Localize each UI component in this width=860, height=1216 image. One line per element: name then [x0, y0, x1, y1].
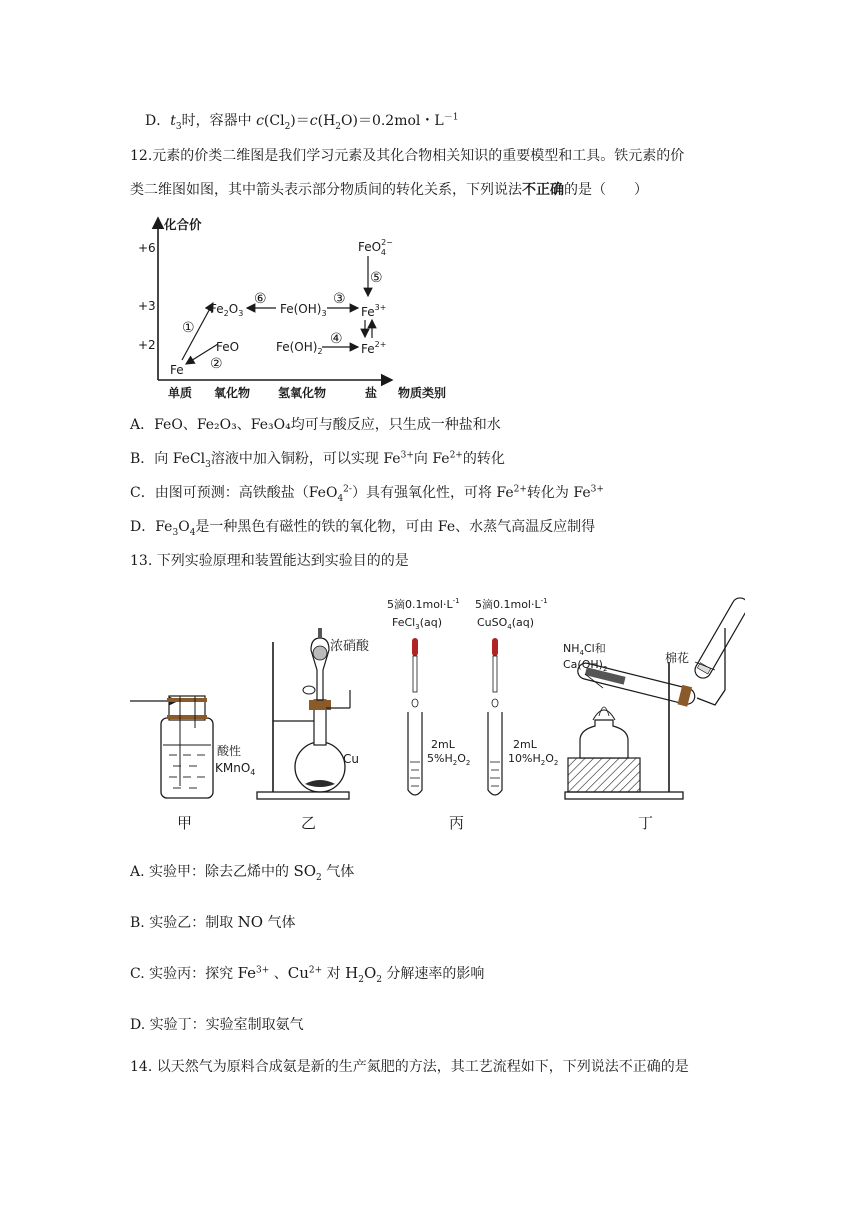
apparatus-yi	[257, 628, 370, 799]
q13-stem: 13. 下列实验原理和装置能达到实验目的的是	[130, 553, 409, 569]
bing-tube1-line1: 2mL	[431, 738, 455, 751]
jia-reagent-1: 酸性	[217, 744, 242, 758]
x-cat-salt: 盐	[365, 386, 378, 400]
circled-5: ⑤	[370, 270, 383, 286]
q12-option-c: C．由图可预测：高铁酸盐（FeO$_4^{2-}$）具有强氧化性，可将 $Fe^{2+}$转化为 $Fe^{3+}$	[130, 484, 604, 504]
species-feo4: FeO$^{2-}$ 4	[358, 238, 393, 257]
species-fe2: $Fe^{2+}$	[361, 340, 387, 356]
species-fe: Fe	[170, 363, 184, 377]
circled-1: ①	[182, 320, 195, 336]
q13-option-d: D. 实验丁：实验室制取氨气	[130, 1017, 304, 1033]
circled-3: ③	[333, 291, 346, 307]
bing-drop1-line1: 5滴$0.1mol\cdot L^{-1}$	[387, 597, 460, 611]
q12-stem-line2: 类二维图如图，其中箭头表示部分物质间的转化关系，下列说法不正确的是（ ）	[130, 182, 648, 198]
x-cat-element: 单质	[168, 386, 193, 400]
apparatus-jia	[130, 696, 255, 798]
iron-valence-class-diagram	[130, 210, 450, 400]
y-tick-3: +3	[138, 299, 156, 313]
q11-option-d: D．$t_3$时，容器中 $c(Cl_2)=c(H_2O)=0.2mol$・$L^{-1}$	[145, 112, 459, 132]
circled-2: ②	[210, 356, 223, 372]
caption-bing: 丙	[449, 814, 465, 832]
q12-stem-line1: 12.元素的价类二维图是我们学习元素及其化合物相关知识的重要模型和工具。铁元素的价	[130, 148, 685, 164]
apparatus-bing	[387, 597, 558, 795]
caption-ding: 丁	[638, 814, 654, 832]
q12-option-d: D．$Fe_3O_4$是一种黑色有磁性的铁的氧化物，可由 Fe、水蒸气高温反应制得	[130, 519, 596, 538]
species-feoh3: $Fe(OH)_3$	[280, 302, 327, 318]
ding-cotton: 棉花	[665, 651, 690, 665]
species-fe2o3: $Fe_2O_3$	[210, 302, 244, 318]
ding-reagent-line2: $Ca(OH)_2$	[563, 658, 608, 673]
apparatus-ding	[563, 595, 745, 799]
bing-drop2-line2: CuSO$_4$(aq)	[477, 616, 535, 631]
q12-option-a: A．FeO、Fe₂O₃、Fe₃O₄均可与酸反应，只生成一种盐和水	[130, 417, 501, 433]
yi-metal: Cu	[343, 752, 359, 766]
y-axis-label: 化合价	[164, 217, 202, 232]
experiment-apparatus	[125, 590, 745, 840]
q12-option-b: B．向 FeCl$_3$溶液中加入铜粉，可以实现 $Fe^{3+}$向 $Fe^{2+}$的转化	[130, 450, 505, 470]
q13-option-a: A. 实验甲：除去乙烯中的 $SO_2$ 气体	[130, 862, 355, 883]
q13-option-c: C. 实验丙：探究 $Fe^{3+}$ 、$Cu^{2+}$ 对 $H_2O_2$ 分解速率的影响	[130, 964, 485, 985]
q14-stem: 14. 以天然气为原料合成氨是新的生产氮肥的方法，其工艺流程如下，下列说法不正确的是	[130, 1059, 689, 1075]
ding-reagent-line1: $NH_4Cl$和	[563, 642, 606, 657]
circled-6: ⑥	[254, 291, 267, 307]
species-fe3: $Fe^{3+}$	[361, 303, 387, 319]
caption-jia: 甲	[177, 814, 193, 832]
y-tick-2: +2	[138, 338, 156, 352]
x-cat-oxide: 氧化物	[214, 386, 251, 400]
bing-drop2-line1: 5滴$0.1mol\cdot L^{-1}$	[475, 597, 548, 611]
x-cat-hydroxide: 氢氧化物	[278, 386, 327, 400]
bing-tube1-line2: $5\%H_2O_2$	[427, 752, 471, 767]
q13-option-b: B. 实验乙：制取 NO 气体	[130, 913, 296, 931]
jia-reagent-2: KMnO$_4$	[215, 761, 256, 777]
bing-tube2-line1: 2mL	[513, 738, 537, 751]
yi-acid: 浓硝酸	[330, 639, 370, 654]
species-feoh2: $Fe(OH)_2$	[276, 340, 323, 356]
bing-tube2-line2: $10\%H_2O_2$	[508, 752, 559, 767]
species-feo: FeO	[216, 340, 240, 354]
bing-drop1-line2: FeCl$_3$(aq)	[392, 616, 443, 631]
caption-yi: 乙	[301, 814, 317, 832]
y-tick-6: +6	[138, 241, 156, 255]
circled-4: ④	[330, 331, 343, 347]
x-axis-label: 物质类别	[398, 386, 447, 400]
